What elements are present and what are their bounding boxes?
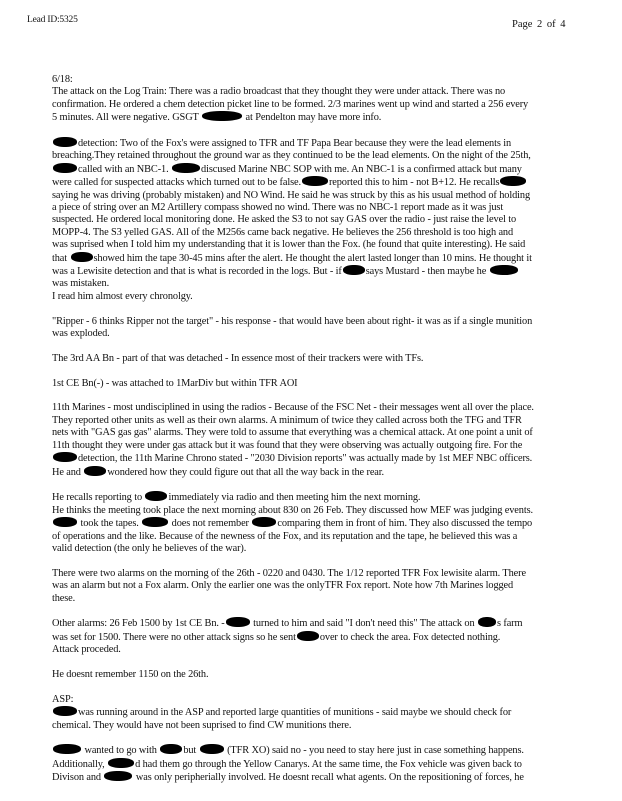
redaction-mark [302, 176, 328, 186]
document-body [52, 74, 620, 797]
text-line [52, 137, 620, 150]
text-line [52, 720, 620, 732]
text-line [52, 466, 620, 479]
text-line [52, 440, 620, 452]
text-run: s farm [497, 618, 523, 630]
paragraph [52, 669, 620, 681]
text-line [52, 568, 620, 580]
text-run: 6/18: [52, 74, 73, 85]
redaction-mark [53, 744, 81, 754]
paragraph [52, 744, 620, 784]
text-run: does not remember [169, 518, 252, 530]
text-run: over to check the area. Fox detected nothing. [319, 631, 501, 643]
text-run: nets with "GAS gas gas" alarms. They were told to assume that everything was a chemical attack. At one point a unit of [52, 427, 533, 439]
text-line [52, 265, 620, 278]
text-run: ASP: [52, 693, 74, 705]
text-line [52, 771, 620, 784]
redaction-mark [200, 744, 224, 754]
redaction-mark [202, 111, 242, 121]
text-run: at Pendelton may have more info. [243, 112, 382, 124]
redaction-mark [53, 163, 77, 173]
text-line [52, 227, 620, 239]
text-line [52, 669, 620, 681]
redaction-mark [142, 517, 168, 527]
paragraph [52, 353, 620, 365]
text-line [52, 491, 620, 504]
paragraph [52, 378, 620, 390]
text-run: but [183, 745, 199, 757]
redaction-mark [145, 491, 167, 501]
redaction-mark [84, 466, 106, 476]
paragraph [52, 74, 620, 125]
text-line [52, 202, 620, 214]
redaction-mark [490, 265, 518, 275]
text-run: of operations and the like. Because of the newness of the Fox, and its reputation and the tape, he believed this was a [52, 530, 518, 542]
text-run: wondered how they could figure out that all the way back in the rear. [107, 466, 384, 478]
text-line [52, 694, 620, 706]
text-run: Divison and [52, 772, 104, 784]
redaction-mark [500, 176, 526, 186]
text-run: I read him almost every chronolgy. [52, 290, 193, 302]
redaction-mark [343, 265, 365, 275]
text-line [52, 706, 620, 719]
text-line [52, 517, 620, 530]
text-run: 11th thought they were under gas attack but it was found that they were observing was actually outgoing fire. For the [52, 439, 523, 451]
text-line [52, 252, 620, 265]
text-run: reported this to him - not B+12. He recalls [328, 177, 500, 189]
redaction-mark [53, 517, 77, 527]
paragraph [52, 617, 620, 656]
text-line [52, 353, 620, 365]
text-run: was suprised when I told him my understanding that it is lower than the Fox. (he found that quite interesting). He said [52, 239, 526, 251]
text-run: He doesnt remember 1150 on the 26th. [52, 668, 209, 680]
text-run: was only peripherially involved. He doesnt recall what agents. On the repositioning of forces, he [133, 772, 524, 784]
redaction-mark [478, 617, 496, 627]
text-run: suspected. He ordered local monitoring done. He asked the S3 to not say GAS over the radio - just raise the level to [52, 214, 517, 226]
text-line [52, 291, 620, 303]
text-line [52, 617, 620, 630]
text-line [52, 328, 620, 340]
text-line [52, 176, 620, 189]
text-run: confirmation. He ordered a chem detection picket line to be formed. 2/3 marines went up wind and started a 256 every [52, 98, 529, 110]
text-line [52, 86, 620, 98]
redaction-mark [160, 744, 182, 754]
redaction-mark [297, 631, 319, 641]
text-run: these. [52, 592, 76, 604]
text-line [52, 214, 620, 226]
paragraph [52, 316, 620, 341]
text-run: He thinks the meeting took place the next morning about 830 on 26 Feb. They discussed how MEF was judging events. [52, 504, 533, 516]
text-run: 1st CE Bn(-) - was attached to 1MarDiv but within TFR AOI [52, 377, 298, 389]
text-line [52, 163, 620, 176]
page-number: Page 2 of 4 [512, 19, 566, 30]
text-line [52, 543, 620, 555]
text-line [52, 74, 620, 86]
text-run: was an alarm but not a Fox alarm. Only the earlier one was the onlyTFR Fox report. Note how 7th Marines logged [52, 580, 514, 592]
text-run: a piece of string over an M2 Artillery compass showed no wind. There was no NBC-1 report made as it was just [52, 202, 504, 214]
text-run: 5 minutes. All were negative. GSGT [52, 112, 202, 124]
text-run: He recalls reporting to [52, 492, 145, 504]
text-run: MOPP-4. The S3 yelled GAS. All of the M256s came back negative. He believes the 256 threshold is too high and [52, 226, 514, 238]
text-line [52, 190, 620, 202]
text-line [52, 452, 620, 465]
text-line [52, 402, 620, 414]
text-run: 11th Marines - most undisciplined in using the radios - Because of the FSC Net - their messages went all over the place. [52, 402, 534, 414]
text-run: showed him the tape 30-45 mins after the alert. He thought the alert lasted longer than 10 mins. He thought it [93, 252, 532, 264]
redaction-mark [252, 517, 276, 527]
text-line [52, 631, 620, 644]
text-run: "Ripper - 6 thinks Ripper not the target" - his response - that would have been about right- it was as if a single munition [52, 315, 533, 327]
text-run: was set for 1500. There were no other attack signs so he sent [52, 631, 296, 643]
text-run: (TFR XO) said no - you need to stay here just in case something happens. [224, 745, 524, 757]
text-run: took the tapes. [78, 518, 142, 530]
text-line [52, 580, 620, 592]
text-run: wanted to go with [82, 745, 160, 757]
text-run: d had them go through the Yellow Canarys. At the same time, the Fox vehicle was given back to [135, 758, 522, 770]
text-run: that [52, 252, 70, 264]
paragraph [52, 491, 620, 555]
text-line [52, 427, 620, 439]
text-line [52, 505, 620, 517]
redaction-mark [53, 706, 77, 716]
text-line [52, 278, 620, 290]
text-run: Attack proceded. [52, 644, 121, 656]
text-run: was a Lewisite detection and that is what is recorded in the logs. But - if [52, 266, 342, 278]
text-run: says Mustard - then maybe he [365, 266, 489, 278]
text-line [52, 758, 620, 771]
text-run: breaching.They retained throughout the ground war as they continued to be the lead elements. On the night of the 25th, [52, 150, 531, 162]
redaction-mark [104, 771, 132, 781]
text-line [52, 99, 620, 111]
text-line [52, 531, 620, 543]
text-run: chemical. They would have not been suprised to find CW munitions there. [52, 719, 352, 731]
redaction-mark [226, 617, 250, 627]
text-line [52, 111, 620, 124]
text-run: saying he was driving (probably mistaken) and NO Wind. He said he was struck by this as his usual method of holding [52, 189, 530, 201]
text-line [52, 316, 620, 328]
text-run: was mistaken. [52, 278, 110, 290]
paragraph [52, 402, 620, 478]
text-line [52, 239, 620, 251]
redaction-mark [108, 758, 134, 768]
redaction-mark [172, 163, 200, 173]
text-run: Other alarms: 26 Feb 1500 by 1st CE Bn. - [52, 618, 225, 630]
text-run: was running around in the ASP and reported large quantities of munitions - said maybe we should check for [78, 707, 512, 719]
text-run: Additionally, [52, 758, 108, 770]
text-run: The attack on the Log Train: There was a radio broadcast that they thought they were under attack. There was no [52, 86, 506, 98]
paragraph [52, 568, 620, 605]
text-line [52, 744, 620, 757]
text-run: detection, the 11th Marine Chrono stated - "2030 Division reports" was actually made by 1st MEF NBC officers. [78, 453, 533, 465]
text-run: valid detection (the only he believes of the war). [52, 542, 247, 554]
text-line [52, 644, 620, 656]
page-header-lead-id: Lead ID:5325 [27, 15, 78, 25]
text-line [52, 378, 620, 390]
text-run: There were two alarms on the morning of the 26th - 0220 and 0430. The 1/12 reported TFR Fox lewisite alarm. There [52, 567, 526, 579]
redaction-mark [71, 252, 93, 262]
text-run: comparing them in front of him. They also discussed the tempo [277, 518, 533, 530]
text-line [52, 415, 620, 427]
text-run: They reported other units as well as their own alarms. A minimum of twice they called across both the TFG and TFR [52, 414, 522, 426]
redaction-mark [53, 137, 77, 147]
text-run: were called for suspected attacks which turned out to be false. [52, 177, 301, 189]
text-run: The 3rd AA Bn - part of that was detached - In essence most of their trackers were with TFs. [52, 352, 424, 364]
text-run: He and [52, 466, 84, 478]
paragraph [52, 694, 620, 732]
text-run: discused Marine NBC SOP with me. An NBC-1 is a confirmed attack but many [201, 163, 522, 175]
text-line [52, 150, 620, 162]
text-run: was exploded. [52, 328, 110, 340]
text-run: immediately via radio and then meeting him the next morning. [168, 492, 421, 504]
text-run: detection: Two of the Fox's were assigned to TFR and TF Papa Bear because they were the lead elements in [78, 138, 512, 150]
paragraph [52, 137, 620, 303]
text-run: turned to him and said "I don't need this" The attack on [250, 618, 478, 630]
text-run: called with an NBC-1. [78, 163, 172, 175]
text-line [52, 593, 620, 605]
redaction-mark [53, 452, 77, 462]
